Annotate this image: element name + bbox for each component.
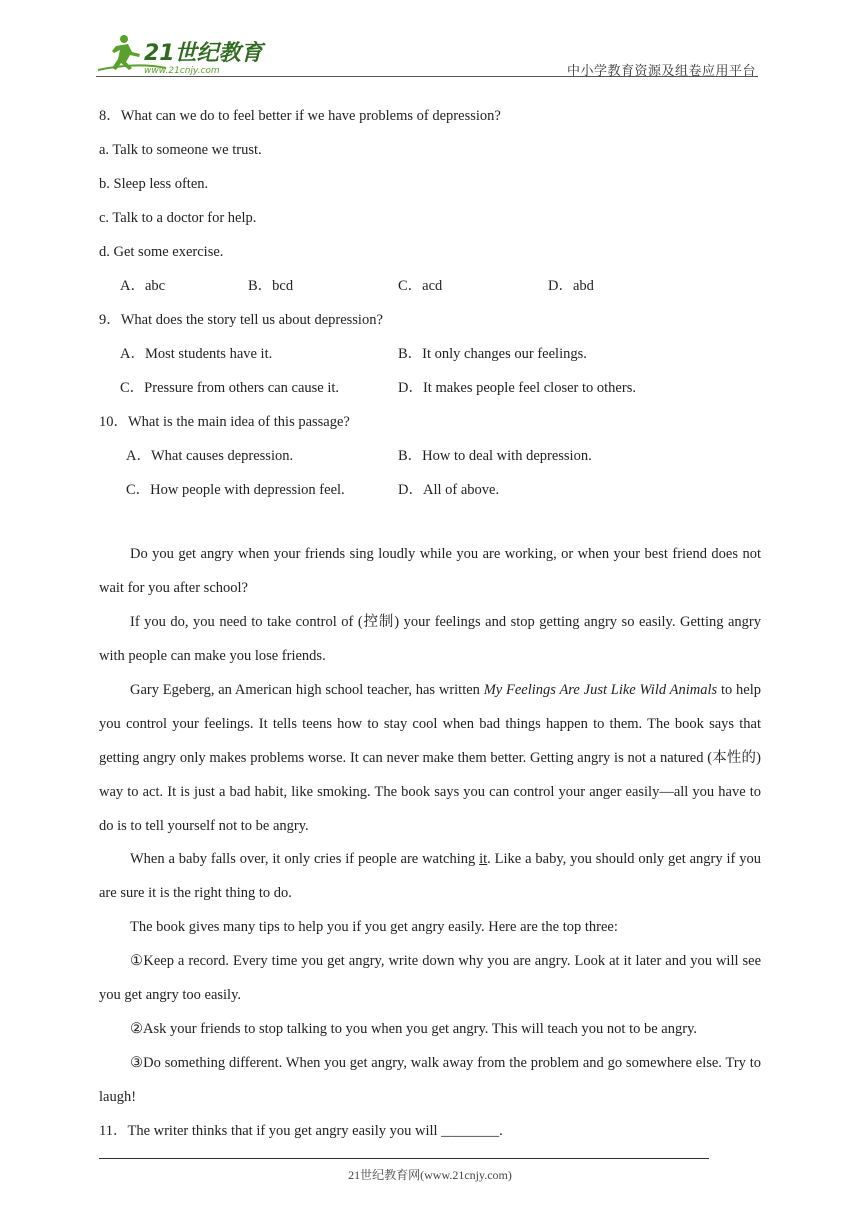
q8-option-d[interactable]: D．abd <box>548 278 594 294</box>
q10-option-c[interactable]: C．How people with depression feel. <box>126 482 345 498</box>
header-platform-name: 中小学教育资源及组卷应用平台 <box>566 64 756 79</box>
q9-option-b[interactable]: B．It only changes our feelings. <box>398 346 587 362</box>
passage-paragraph-2: If you do, you need to take control of (控制) your feelings and stop getting angry so easily. Getting angry with people can make you lose friends. <box>99 614 761 664</box>
logo-text: 21世纪教育 <box>144 41 263 66</box>
question-10: 10．What is the main idea of this passage? <box>99 414 350 430</box>
logo-url: www.21cnjy.com <box>144 66 220 76</box>
q10-option-d[interactable]: D．All of above. <box>398 482 500 498</box>
passage-tip-1: ①Keep a record. Every time you get angry, write down why you are angry. Look at it later and you will see you get angry too easily. <box>99 953 761 1003</box>
p4-text-after: . Like a baby, you should only get angry if you are sure it is the right thing to do. <box>99 851 761 901</box>
book-title: My Feelings Are Just Like Wild Animals <box>483 682 718 698</box>
q8-option-a[interactable]: A．abc <box>120 278 166 294</box>
header-divider <box>96 76 758 77</box>
q8-item-b: b. Sleep less often. <box>99 176 209 192</box>
q10-option-a[interactable]: A．What causes depression. <box>126 448 294 464</box>
site-logo <box>96 32 266 76</box>
p3-text-after: to help you control your feelings. It tells teens how to stay cool when bad things happen to them. The book says that getting angry only makes problems worse. It can never make them better. Getting angry is not a natured (本性的) way to act. It is just a bad habit, like smoking. The book says you can control your anger easily—all you have to do is to tell yourself not to be angry. <box>99 682 761 834</box>
q9-option-c[interactable]: C．Pressure from others can cause it. <box>120 380 340 396</box>
passage-paragraph-1: Do you get angry when your friends sing loudly while you are working, or when your best friend does not wait for you after school? <box>99 546 761 596</box>
passage-paragraph-4 <box>99 842 761 910</box>
p4-text-before: When a baby falls over, it only cries if people are watching <box>130 851 480 867</box>
passage-paragraph-3 <box>99 673 761 843</box>
p3-text-before: Gary Egeberg, an American high school teacher, has written <box>130 682 484 698</box>
q10-option-b[interactable]: B．How to deal with depression. <box>398 448 592 464</box>
q9-option-d[interactable]: D．It makes people feel closer to others. <box>398 380 636 396</box>
passage-tip-2: ②Ask your friends to stop talking to you when you get angry. This will teach you not to be angry. <box>130 1021 698 1037</box>
question-8: 8．What can we do to feel better if we have problems of depression? <box>99 108 501 124</box>
q8-item-d: d. Get some exercise. <box>99 244 224 260</box>
question-11: 11．The writer thinks that if you get angry easily you will ________. <box>99 1123 503 1139</box>
q8-item-a: a. Talk to someone we trust. <box>99 142 262 158</box>
runner-logo-icon <box>96 32 266 76</box>
passage-paragraph-5: The book gives many tips to help you if you get angry easily. Here are the top three: <box>130 919 618 935</box>
footer-text: 21世纪教育网(www.21cnjy.com) <box>348 1168 512 1182</box>
q8-item-c: c. Talk to a doctor for help. <box>99 210 257 226</box>
q8-option-b[interactable]: B．bcd <box>248 278 294 294</box>
question-9: 9．What does the story tell us about depression? <box>99 312 383 328</box>
q9-option-a[interactable]: A．Most students have it. <box>120 346 273 362</box>
underlined-word: it <box>479 851 488 867</box>
page-header <box>96 30 756 80</box>
footer-divider <box>99 1158 709 1159</box>
q8-option-c[interactable]: C．acd <box>398 278 443 294</box>
passage-tip-3: ③Do something different. When you get angry, walk away from the problem and go somewhere else. Try to laugh! <box>99 1055 761 1105</box>
